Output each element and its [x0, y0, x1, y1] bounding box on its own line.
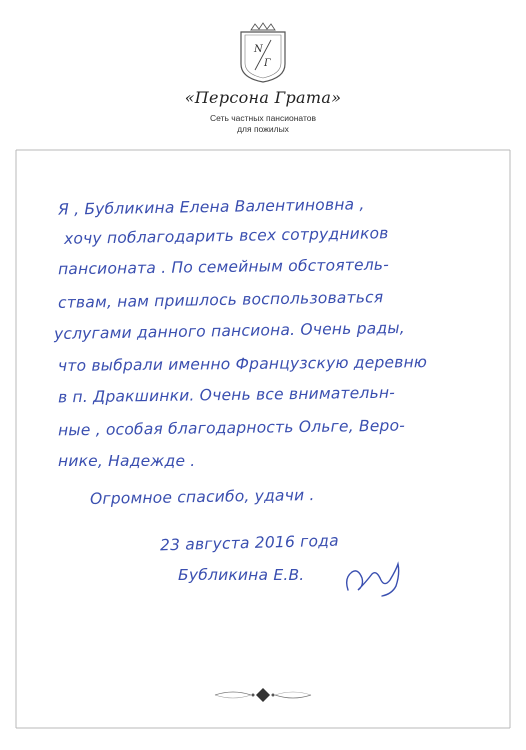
letter-line: ствам, нам пришлось воспользоваться — [57, 288, 384, 312]
brand-subtitle-line1: Сеть частных пансионатов — [209, 113, 316, 123]
letter-line: хочу поблагодарить всех сотрудников — [63, 224, 389, 248]
monogram-crest-logo — [237, 22, 289, 84]
letter-line: ные , особая благодарность Ольге, Веро- — [57, 416, 406, 440]
footer-ornament-icon — [213, 686, 313, 704]
handwritten-signature — [342, 560, 412, 600]
letter-line: услугами данного пансиона. Очень рады, — [53, 318, 406, 344]
letter-date: 23 августа 2016 года — [159, 531, 340, 555]
letter-line: что выбрали именно Французскую деревню — [57, 353, 428, 375]
svg-text:Г: Г — [264, 58, 271, 69]
brand-name: «Персона Грата» — [184, 88, 342, 107]
letter-line: в п. Дракшинки. Очень все внимательн- — [57, 383, 396, 407]
letter-line: Я , Бубликина Елена Валентиновна , — [57, 195, 365, 219]
signer-name: Бубликина Е.В. — [178, 566, 305, 584]
letter-line: нике, Надежде . — [58, 452, 196, 470]
svg-text:N: N — [254, 44, 263, 55]
letter-line: пансионата . По семейным обстоятель- — [57, 255, 390, 279]
brand-subtitle-line2: для пожилых — [237, 124, 289, 134]
letter-line: Огромное спасибо, удачи . — [89, 486, 315, 508]
